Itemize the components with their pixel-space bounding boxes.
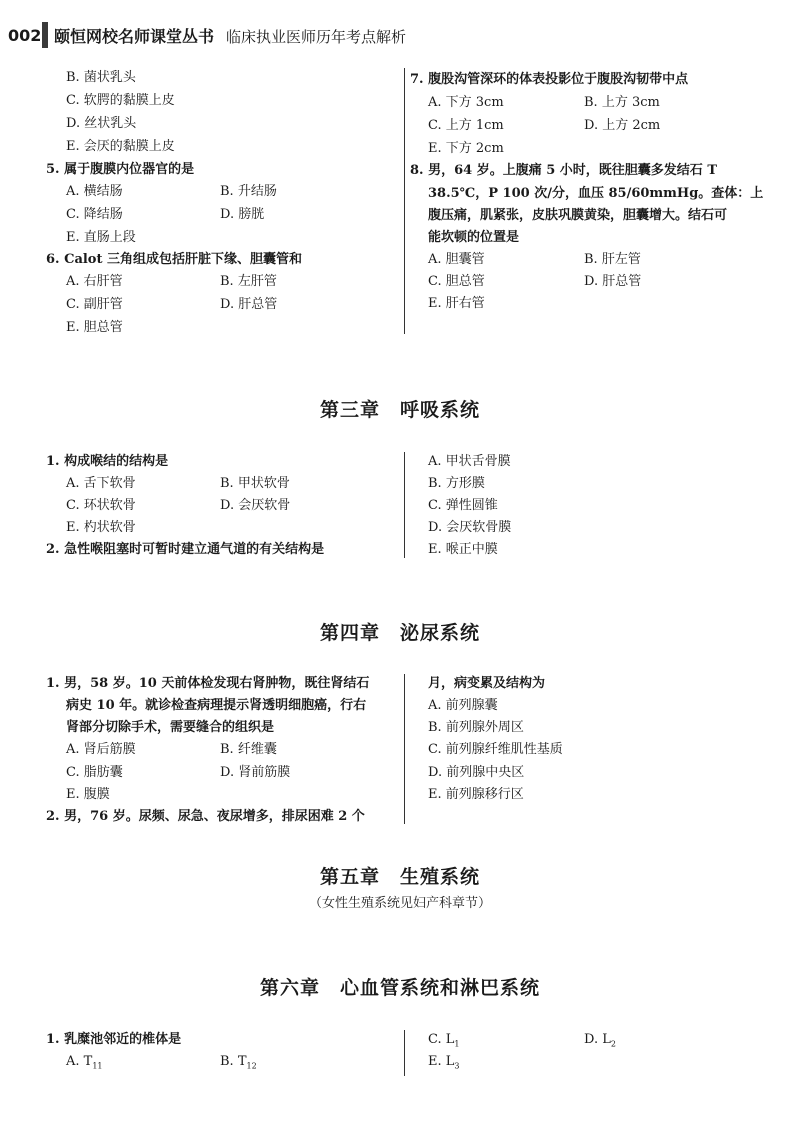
- ch4-question-2: 2. 男，76 岁。尿频、尿急、夜尿增多，排尿困难 2 个: [46, 809, 365, 824]
- ch3-q2-option-d: D. 会厌软骨膜: [428, 520, 512, 535]
- chapter-5-title: 第五章 生殖系统: [319, 866, 480, 888]
- q6-option-a: A. 右肝管: [66, 274, 123, 289]
- column-divider: [404, 674, 405, 824]
- q8-option-a: A. 胆囊管: [428, 252, 485, 267]
- question-8-line-4: 能坎顿的位置是: [428, 230, 520, 245]
- ch3-q2-option-a: A. 甲状舌骨膜: [428, 454, 511, 469]
- q8-option-c: C. 胆总管: [428, 274, 485, 289]
- ch3-q1-option-a: A. 舌下软骨: [66, 476, 136, 491]
- ch3-q2-option-e: E. 喉正中膜: [428, 542, 498, 557]
- ch6-q1-option-a: A. $T_{11}$: [66, 1054, 103, 1071]
- q5-option-e: E. 直肠上段: [66, 230, 136, 245]
- question-8-line-3: 腹压痛，肌紧张，皮肤巩膜黄染，胆囊增大。结石可: [428, 208, 728, 223]
- ch6-q1-option-b: B. $T_{12}$: [220, 1054, 257, 1071]
- ch4-q1-option-b: B. 纤维囊: [220, 742, 277, 757]
- ch3-q2-option-b: B. 方形膜: [428, 476, 485, 491]
- page-number: 002: [8, 26, 42, 45]
- option-d: D. 丝状乳头: [66, 116, 137, 131]
- q8-option-e: E. 肝右管: [428, 296, 485, 311]
- ch6-q1-option-e: E. $L_3$: [428, 1054, 460, 1071]
- ch3-q1-option-e: E. 杓状软骨: [66, 520, 136, 535]
- q8-option-b: B. 肝左管: [584, 252, 641, 267]
- q5-option-b: B. 升结肠: [220, 184, 277, 199]
- ch4-question-1-line-2: 病史 10 年。就诊检查病理提示肾透明细胞癌，行右: [66, 698, 367, 713]
- ch3-question-1: 1. 构成喉结的结构是: [46, 454, 169, 469]
- option-b: B. 菌状乳头: [66, 70, 136, 85]
- q6-option-b: B. 左肝管: [220, 274, 277, 289]
- option-e: E. 会厌的黏膜上皮: [66, 139, 175, 154]
- ch4-q1-option-e: E. 腹膜: [66, 787, 110, 802]
- ch4-q2-option-e: E. 前列腺移行区: [428, 787, 524, 802]
- ch3-q1-option-c: C. 环状软骨: [66, 498, 136, 513]
- question-8-line-1: 8. 男，64 岁。上腹痛 5 小时，既往胆囊多发结石 T: [410, 163, 718, 178]
- q6-option-c: C. 副肝管: [66, 297, 123, 312]
- ch4-q2-option-b: B. 前列腺外周区: [428, 720, 524, 735]
- ch4-q1-option-d: D. 肾前筋膜: [220, 765, 291, 780]
- option-c: C. 软腭的黏膜上皮: [66, 93, 175, 108]
- book-title: 临床执业医师历年考点解析: [226, 28, 407, 46]
- ch4-question-1-line-1: 1. 男，58 岁。10 天前体检发现右肾肿物，既往肾结石: [46, 676, 370, 691]
- chapter-6-title: 第六章 心血管系统和淋巴系统: [259, 977, 540, 999]
- ch6-question-1: 1. 乳糜池邻近的椎体是: [46, 1032, 182, 1047]
- header-divider-bar: [42, 22, 48, 48]
- q6-option-d: D. 肝总管: [220, 297, 278, 312]
- ch4-question-1-line-3: 肾部分切除手术，需要缝合的组织是: [66, 720, 275, 735]
- ch3-q2-option-c: C. 弹性圆锥: [428, 498, 498, 513]
- q7-option-e: E. 下方 2cm: [428, 141, 504, 156]
- q7-option-d: D. 上方 2cm: [584, 118, 661, 133]
- column-divider: [404, 452, 405, 558]
- ch4-q2-option-d: D. 前列腺中央区: [428, 765, 525, 780]
- ch4-question-2-continued: 月，病变累及结构为: [428, 676, 546, 691]
- ch4-q2-option-a: A. 前列腺囊: [428, 698, 498, 713]
- page-header: [0, 0, 800, 50]
- chapter-4-title: 第四章 泌尿系统: [319, 622, 480, 644]
- question-6: 6. Calot 三角组成包括肝脏下缘、胆囊管和: [46, 252, 303, 267]
- q7-option-b: B. 上方 3cm: [584, 95, 660, 110]
- ch4-q1-option-a: A. 肾后筋膜: [66, 742, 136, 757]
- q6-option-e: E. 胆总管: [66, 320, 123, 335]
- ch3-question-2: 2. 急性喉阻塞时可暂时建立通气道的有关结构是: [46, 542, 325, 557]
- question-7: 7. 腹股沟管深环的体表投影位于腹股沟韧带中点: [410, 72, 689, 87]
- q7-option-c: C. 上方 1cm: [428, 118, 504, 133]
- ch6-q1-option-c: C. $L_1$: [428, 1032, 460, 1049]
- q5-option-a: A. 横结肠: [66, 184, 123, 199]
- ch3-q1-option-b: B. 甲状软骨: [220, 476, 290, 491]
- q7-option-a: A. 下方 3cm: [428, 95, 504, 110]
- question-5: 5. 属于腹膜内位器官的是: [46, 162, 195, 177]
- q5-option-c: C. 降结肠: [66, 207, 123, 222]
- ch4-q1-option-c: C. 脂肪囊: [66, 765, 123, 780]
- q8-option-d: D. 肝总管: [584, 274, 642, 289]
- series-title: 颐恒网校名师课堂丛书: [54, 27, 215, 46]
- chapter-3-title: 第三章 呼吸系统: [319, 399, 480, 421]
- column-divider: [404, 1030, 405, 1076]
- ch4-q2-option-c: C. 前列腺纤维肌性基质: [428, 742, 563, 757]
- ch6-q1-option-d: D. $L_2$: [584, 1032, 616, 1049]
- q5-option-d: D. 膀胱: [220, 207, 265, 222]
- question-8-line-2: 38.5℃，P 100 次/分，血压 85/60mmHg。查体：上: [428, 186, 764, 201]
- ch3-q1-option-d: D. 会厌软骨: [220, 498, 291, 513]
- column-divider: [404, 68, 405, 334]
- chapter-5-note: （女性生殖系统见妇产科章节）: [308, 896, 491, 911]
